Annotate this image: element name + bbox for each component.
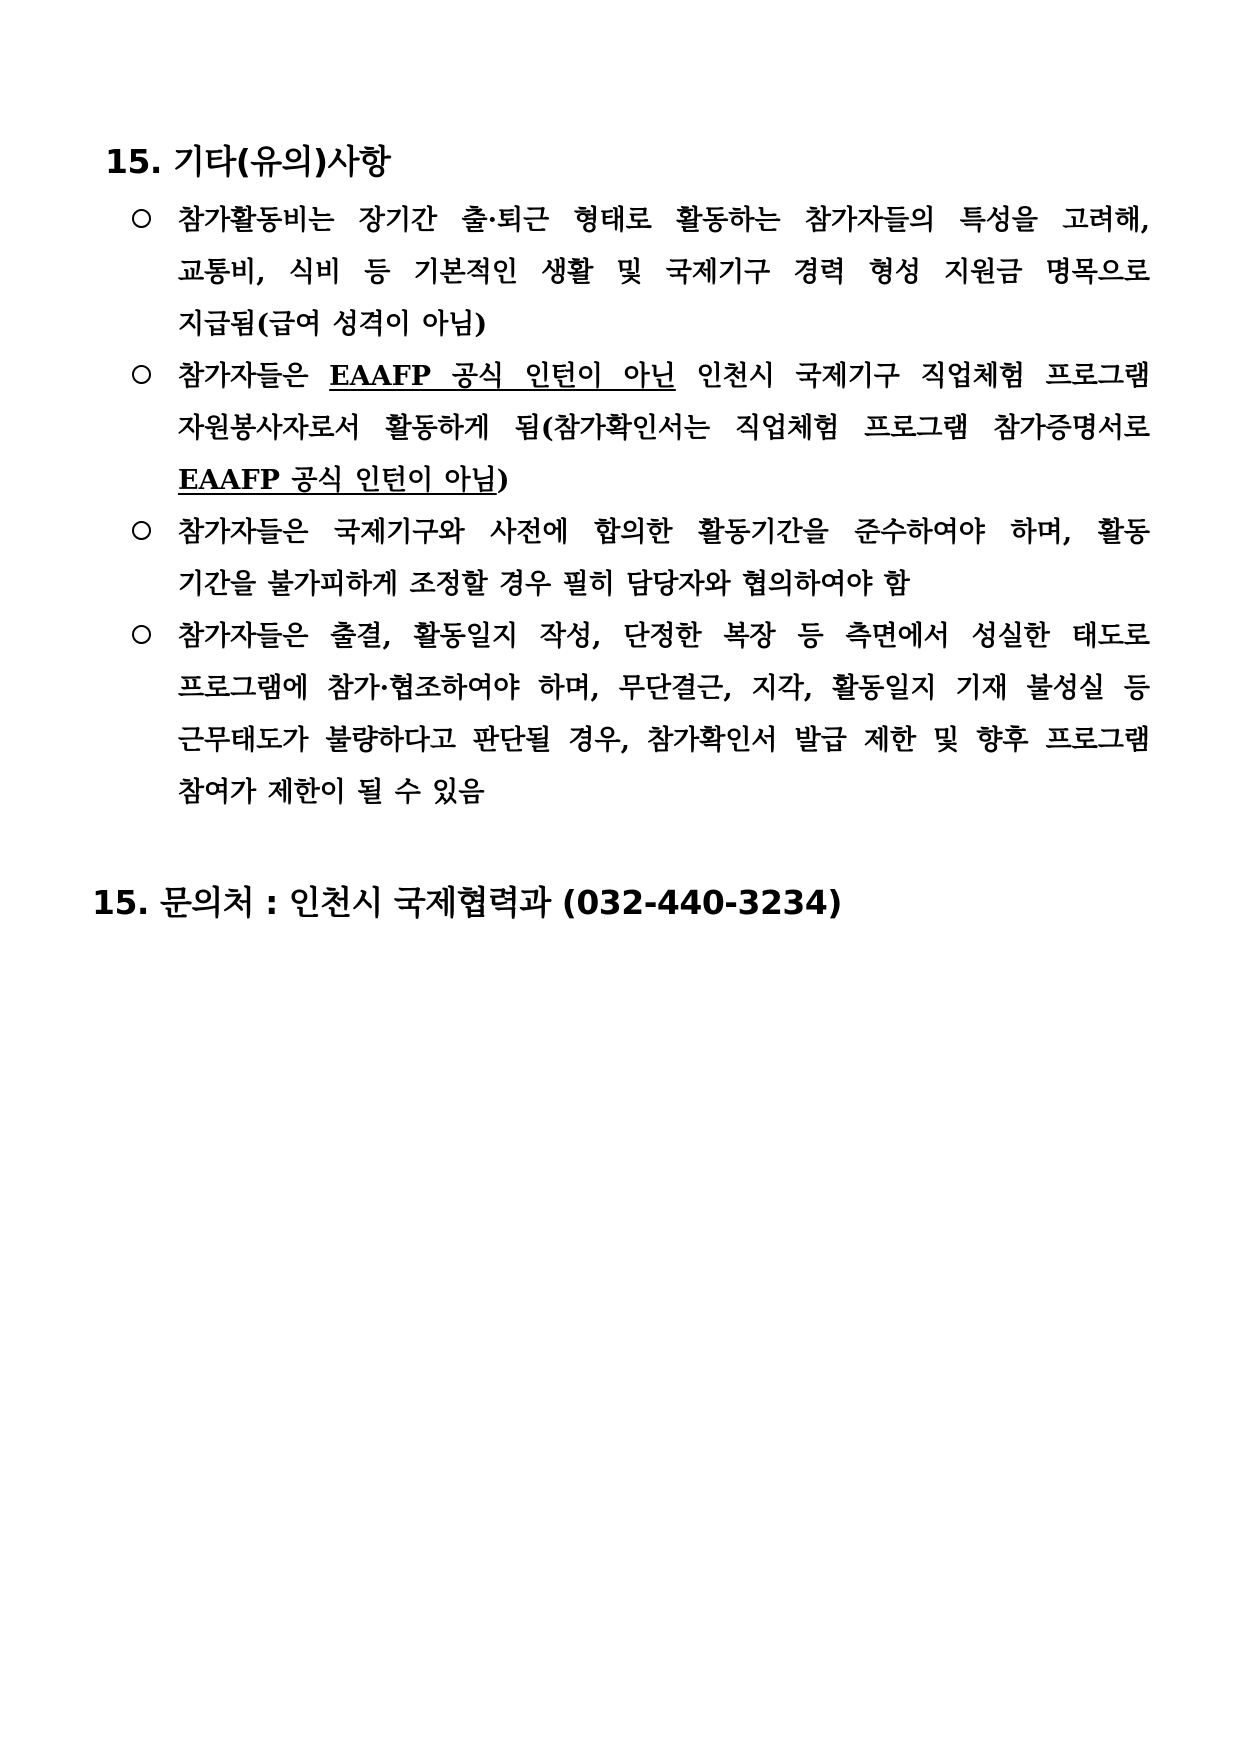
- text-line: [178, 455, 1150, 507]
- text-line: 참여가 제한이 될 수 있음: [178, 777, 485, 808]
- circle-bullet-icon: [132, 625, 151, 644]
- text-line: 참가자들은 국제기구와 사전에 합의한 활동기간을 준수하여야 하며, 활동: [178, 517, 1150, 548]
- list-item: [132, 611, 1150, 819]
- text-span: 인천시 국제기구 직업체험 프로그램: [675, 361, 1150, 392]
- text-line: 자원봉사자로서 활동하게 됨(참가확인서는 직업체험 프로그램 참가증명서로: [178, 413, 1150, 444]
- text-line: 지급됨(급여 성격이 아님): [178, 309, 488, 340]
- circle-bullet-icon: [132, 209, 151, 228]
- underlined-text: EAAFP 공식 인턴이 아님: [178, 465, 497, 496]
- underlined-text: EAAFP 공식 인턴이 아닌: [329, 361, 676, 392]
- text-line: [178, 351, 1150, 403]
- circle-bullet-icon: [132, 521, 151, 540]
- section-heading-contact: 15. 문의처 : 인천시 국제협력과 (032-440-3234): [92, 883, 842, 922]
- text-span: 참가자들은: [178, 361, 330, 392]
- list-item: [132, 507, 1150, 611]
- notes-list: [132, 195, 1150, 819]
- text-line: 교통비, 식비 등 기본적인 생활 및 국제기구 경력 형성 지원금 명목으로: [178, 257, 1150, 288]
- text-line: 참가활동비는 장기간 출·퇴근 형태로 활동하는 참가자들의 특성을 고려해,: [178, 205, 1150, 236]
- text-line: 근무태도가 불량하다고 판단될 경우, 참가확인서 발급 제한 및 향후 프로그램: [178, 725, 1150, 756]
- circle-bullet-icon: [132, 365, 151, 384]
- text-line: 기간을 불가피하게 조정할 경우 필히 담당자와 협의하여야 함: [178, 569, 910, 600]
- text-span: ): [496, 465, 510, 496]
- text-line: 프로그램에 참가·협조하여야 하며, 무단결근, 지각, 활동일지 기재 불성실 등: [178, 673, 1150, 704]
- list-item: [132, 351, 1150, 507]
- section-heading-notes: 15. 기타(유의)사항: [105, 142, 391, 181]
- list-item: [132, 195, 1150, 351]
- text-line: 참가자들은 출결, 활동일지 작성, 단정한 복장 등 측면에서 성실한 태도로: [178, 621, 1150, 652]
